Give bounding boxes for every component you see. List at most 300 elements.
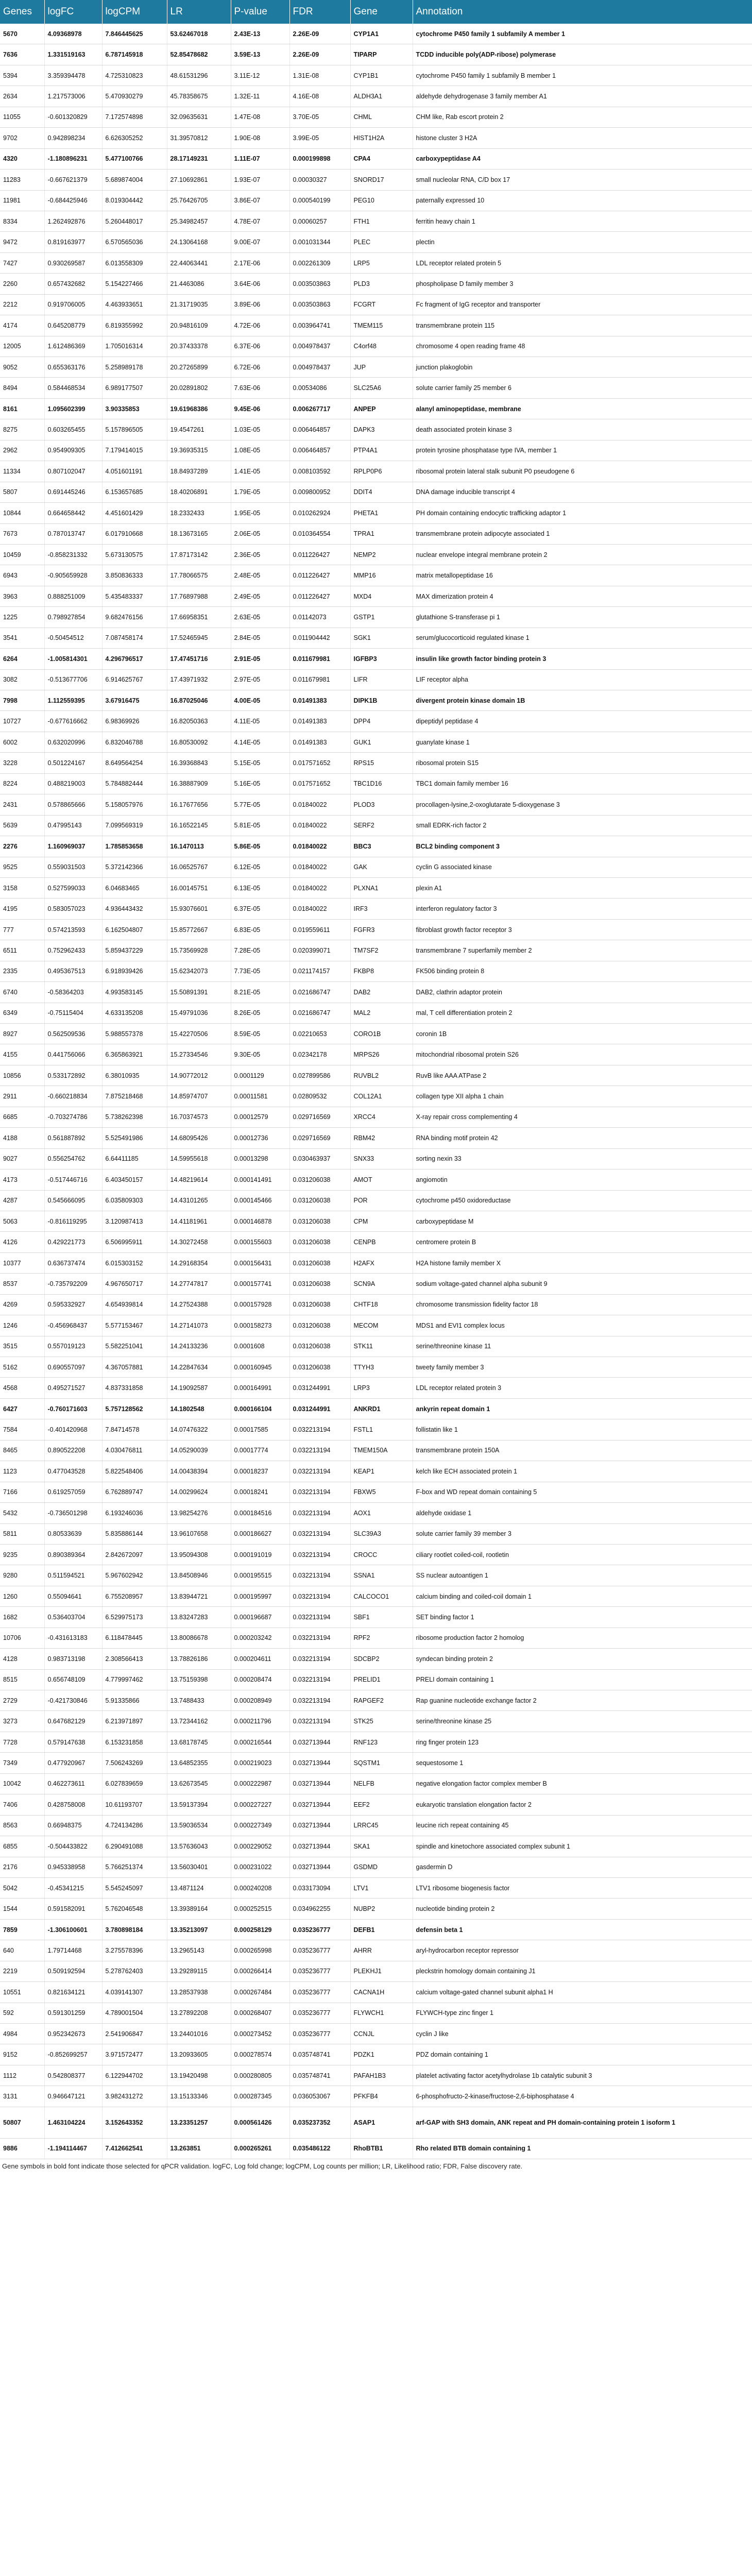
gene-symbol-cell: TMEM150A [350, 1440, 413, 1461]
gene-symbol-cell: FCGRT [350, 294, 413, 315]
gene-symbol-cell: CPM [350, 1211, 413, 1231]
gene-id-cell: 9235 [0, 1544, 44, 1565]
fdr-cell: 0.032213194 [289, 1440, 350, 1461]
gene-symbol-cell: GAK [350, 857, 413, 877]
table-row [0, 419, 752, 440]
fdr-cell: 0.031244991 [289, 1378, 350, 1398]
logcpm-cell: 6.98369926 [102, 711, 167, 732]
pvalue-cell: 3.59E-13 [231, 44, 289, 65]
lr-cell: 15.62342073 [167, 961, 231, 981]
logfc-cell: -0.684425946 [44, 190, 102, 211]
gene-symbol-cell: CYP1A1 [350, 24, 413, 44]
fdr-cell: 0.00534086 [289, 378, 350, 398]
gene-id-cell: 2911 [0, 1086, 44, 1107]
lr-cell: 14.48219614 [167, 1170, 231, 1190]
gene-id-cell: 6943 [0, 565, 44, 586]
logfc-cell: -0.905659928 [44, 565, 102, 586]
logcpm-cell: 6.017910668 [102, 523, 167, 544]
fdr-cell: 0.032713944 [289, 1732, 350, 1752]
table-row [0, 1461, 752, 1482]
logfc-cell: 0.509192594 [44, 1961, 102, 1981]
logfc-cell: 0.655363176 [44, 357, 102, 378]
fdr-cell: 0.003964741 [289, 315, 350, 336]
table-row [0, 1378, 752, 1398]
pvalue-cell: 0.000278574 [231, 2044, 289, 2065]
logcpm-cell: 5.577153467 [102, 1315, 167, 1336]
gene-id-cell: 777 [0, 919, 44, 940]
fdr-cell: 0.011679981 [289, 649, 350, 669]
annotation-cell: aryl-hydrocarbon receptor repressor [413, 1940, 752, 1961]
logcpm-cell: 6.989177507 [102, 378, 167, 398]
table-row [0, 44, 752, 65]
lr-cell: 16.00145751 [167, 877, 231, 898]
logfc-cell: 0.511594521 [44, 1565, 102, 1586]
gene-id-cell: 8563 [0, 1815, 44, 1836]
logcpm-cell: 6.153231858 [102, 1732, 167, 1752]
fdr-cell: 0.000540199 [289, 190, 350, 211]
lr-cell: 14.41181961 [167, 1211, 231, 1231]
gene-symbol-cell: SCN9A [350, 1274, 413, 1294]
annotation-cell: protein tyrosine phosphatase type IVA, member 1 [413, 440, 752, 461]
lr-cell: 52.85478682 [167, 44, 231, 65]
logfc-cell: 0.559031503 [44, 857, 102, 877]
annotation-cell: sequestosome 1 [413, 1753, 752, 1773]
logfc-cell: 0.477043528 [44, 1461, 102, 1482]
fdr-cell: 3.70E-05 [289, 107, 350, 127]
pvalue-cell: 5.16E-05 [231, 773, 289, 794]
fdr-cell: 0.034962255 [289, 1899, 350, 1919]
table-row [0, 961, 752, 981]
fdr-cell: 0.02809532 [289, 1086, 350, 1107]
logfc-cell: -0.601320829 [44, 107, 102, 127]
table-row [0, 252, 752, 273]
lr-cell: 15.49791036 [167, 1003, 231, 1023]
annotation-cell: ribosomal protein lateral stalk subunit P0 pseudogene 6 [413, 461, 752, 482]
logcpm-cell: 5.988557378 [102, 1024, 167, 1044]
table-row [0, 1398, 752, 1419]
annotation-cell: MAX dimerization protein 4 [413, 586, 752, 606]
fdr-cell: 0.031206038 [289, 1190, 350, 1211]
table-row [0, 1107, 752, 1127]
pvalue-cell: 0.000208474 [231, 1669, 289, 1690]
logcpm-cell: 1.705016314 [102, 336, 167, 357]
lr-cell: 19.36935315 [167, 440, 231, 461]
fdr-cell: 0.006464857 [289, 440, 350, 461]
lr-cell: 14.85974707 [167, 1086, 231, 1107]
logfc-cell: 0.501224167 [44, 753, 102, 773]
fdr-cell: 0.010364554 [289, 523, 350, 544]
gene-symbol-cell: RPF2 [350, 1628, 413, 1648]
table-row [0, 1211, 752, 1231]
gene-symbol-cell: TPRA1 [350, 523, 413, 544]
table-row [0, 190, 752, 211]
table-row [0, 1544, 752, 1565]
pvalue-cell: 1.93E-07 [231, 170, 289, 190]
table-row [0, 1440, 752, 1461]
logfc-cell: 0.656748109 [44, 1669, 102, 1690]
logfc-cell: -1.180896231 [44, 148, 102, 169]
logfc-cell: 1.612486369 [44, 336, 102, 357]
gene-id-cell: 2260 [0, 274, 44, 294]
fdr-cell: 0.032713944 [289, 1836, 350, 1857]
logcpm-cell: 5.784882444 [102, 773, 167, 794]
lr-cell: 16.39368843 [167, 753, 231, 773]
table-row [0, 857, 752, 877]
logcpm-cell: 6.506995911 [102, 1232, 167, 1252]
annotation-cell: negative elongation factor complex member B [413, 1773, 752, 1794]
pvalue-cell: 0.000157741 [231, 1274, 289, 1294]
logfc-cell: 0.55094641 [44, 1586, 102, 1606]
annotation-cell: procollagen-lysine,2-oxoglutarate 5-dioxygenase 3 [413, 794, 752, 815]
lr-cell: 18.13673165 [167, 523, 231, 544]
logcpm-cell: 7.84714578 [102, 1419, 167, 1440]
annotation-cell: eukaryotic translation elongation factor 2 [413, 1794, 752, 1815]
logcpm-cell: 5.258989178 [102, 357, 167, 378]
gene-symbol-cell: FGFR3 [350, 919, 413, 940]
annotation-cell: PDZ domain containing 1 [413, 2044, 752, 2065]
gene-id-cell: 8494 [0, 378, 44, 398]
pvalue-cell: 0.000211796 [231, 1711, 289, 1732]
pvalue-cell: 1.08E-05 [231, 440, 289, 461]
annotation-cell: collagen type XII alpha 1 chain [413, 1086, 752, 1107]
gene-id-cell: 4173 [0, 1170, 44, 1190]
gene-symbol-cell: JUP [350, 357, 413, 378]
table-row [0, 65, 752, 86]
pvalue-cell: 0.000196687 [231, 1607, 289, 1628]
pvalue-cell: 0.000265998 [231, 1940, 289, 1961]
gene-symbol-cell: SLC25A6 [350, 378, 413, 398]
fdr-cell: 0.001031344 [289, 232, 350, 252]
gene-symbol-cell: CHTF18 [350, 1294, 413, 1315]
gene-symbol-cell: CCNJL [350, 2024, 413, 2044]
fdr-cell: 0.004978437 [289, 336, 350, 357]
gene-symbol-cell: NELFB [350, 1773, 413, 1794]
logfc-cell: 0.954909305 [44, 440, 102, 461]
table-row [0, 2065, 752, 2086]
gene-symbol-cell: SDCBP2 [350, 1649, 413, 1669]
lr-cell: 13.263851 [167, 2138, 231, 2159]
lr-cell: 13.59137394 [167, 1794, 231, 1815]
logfc-cell: 0.583057023 [44, 899, 102, 919]
gene-id-cell: 11055 [0, 107, 44, 127]
fdr-cell: 0.031206038 [289, 1294, 350, 1315]
gene-symbol-cell: ALDH3A1 [350, 86, 413, 107]
gene-symbol-cell: IRF3 [350, 899, 413, 919]
gene-id-cell: 3515 [0, 1336, 44, 1357]
pvalue-cell: 5.86E-05 [231, 836, 289, 857]
annotation-cell: centromere protein B [413, 1232, 752, 1252]
fdr-cell: 0.031206038 [289, 1274, 350, 1294]
table-row [0, 461, 752, 482]
annotation-cell: LDL receptor related protein 3 [413, 1378, 752, 1398]
logfc-cell: 0.441756066 [44, 1044, 102, 1065]
fdr-cell: 2.26E-09 [289, 44, 350, 65]
logfc-cell: 0.477920967 [44, 1753, 102, 1773]
gene-id-cell: 2276 [0, 836, 44, 857]
logcpm-cell: 7.412662541 [102, 2138, 167, 2159]
fdr-cell: 0.021174157 [289, 961, 350, 981]
fdr-cell: 0.027899586 [289, 1065, 350, 1086]
annotation-cell: solute carrier family 39 member 3 [413, 1523, 752, 1544]
logfc-cell: 0.945338958 [44, 1857, 102, 1877]
pvalue-cell: 5.77E-05 [231, 794, 289, 815]
fdr-cell: 0.030463937 [289, 1148, 350, 1169]
annotation-cell: ankyrin repeat domain 1 [413, 1398, 752, 1419]
table-row [0, 1315, 752, 1336]
lr-cell: 13.83944721 [167, 1586, 231, 1606]
gene-symbol-cell: NUBP2 [350, 1899, 413, 1919]
fdr-cell: 0.01142073 [289, 607, 350, 628]
logcpm-cell: 5.435483337 [102, 586, 167, 606]
logcpm-cell: 3.850836333 [102, 565, 167, 586]
table-row [0, 628, 752, 648]
gene-symbol-cell: CORO1B [350, 1024, 413, 1044]
logfc-cell: 0.488219003 [44, 773, 102, 794]
pvalue-cell: 4.72E-06 [231, 315, 289, 336]
pvalue-cell: 2.84E-05 [231, 628, 289, 648]
annotation-cell: Fc fragment of IgG receptor and transporter [413, 294, 752, 315]
table-row [0, 1565, 752, 1586]
logfc-cell: 0.632020996 [44, 732, 102, 752]
gene-id-cell: 10459 [0, 544, 44, 565]
header-lr: LR [167, 0, 231, 24]
annotation-cell: plectin [413, 232, 752, 252]
table-row [0, 877, 752, 898]
logfc-cell: 0.888251009 [44, 586, 102, 606]
annotation-cell: calcium voltage-gated channel subunit alpha1 H [413, 1982, 752, 2003]
fdr-cell: 0.01840022 [289, 899, 350, 919]
lr-cell: 13.15133346 [167, 2086, 231, 2107]
logcpm-cell: 5.545245097 [102, 1877, 167, 1898]
table-row [0, 1961, 752, 1981]
table-row [0, 357, 752, 378]
gene-id-cell: 8275 [0, 419, 44, 440]
table-row [0, 919, 752, 940]
annotation-cell: SET binding factor 1 [413, 1607, 752, 1628]
gene-id-cell: 7349 [0, 1753, 44, 1773]
logcpm-cell: 6.015303152 [102, 1252, 167, 1273]
logfc-cell: 0.536403704 [44, 1607, 102, 1628]
pvalue-cell: 9.00E-07 [231, 232, 289, 252]
gene-symbol-cell: DIPK1B [350, 690, 413, 711]
logfc-cell: 1.463104224 [44, 2107, 102, 2138]
gene-id-cell: 11981 [0, 190, 44, 211]
lr-cell: 13.78826186 [167, 1649, 231, 1669]
annotation-cell: sorting nexin 33 [413, 1148, 752, 1169]
pvalue-cell: 5.81E-05 [231, 815, 289, 836]
table-row [0, 1336, 752, 1357]
gene-id-cell: 3158 [0, 877, 44, 898]
table-row [0, 1232, 752, 1252]
pvalue-cell: 0.0001608 [231, 1336, 289, 1357]
logcpm-cell: 5.158057976 [102, 794, 167, 815]
table-row [0, 1753, 752, 1773]
pvalue-cell: 6.12E-05 [231, 857, 289, 877]
lr-cell: 24.13064168 [167, 232, 231, 252]
fdr-cell: 0.031206038 [289, 1315, 350, 1336]
logcpm-cell: 2.308566413 [102, 1649, 167, 1669]
fdr-cell: 0.029716569 [289, 1107, 350, 1127]
table-row [0, 1419, 752, 1440]
fdr-cell: 0.035236777 [289, 1919, 350, 1940]
table-row [0, 1503, 752, 1523]
logcpm-cell: 7.875218468 [102, 1086, 167, 1107]
pvalue-cell: 0.000204611 [231, 1649, 289, 1669]
fdr-cell: 3.99E-05 [289, 128, 350, 148]
logfc-cell: -0.667621379 [44, 170, 102, 190]
annotation-cell: ribosomal protein S15 [413, 753, 752, 773]
table-row [0, 1044, 752, 1065]
fdr-cell: 0.021686747 [289, 1003, 350, 1023]
pvalue-cell: 0.00011581 [231, 1086, 289, 1107]
table-row [0, 1586, 752, 1606]
table-row [0, 1274, 752, 1294]
gene-symbol-cell: CYP1B1 [350, 65, 413, 86]
annotation-cell: histone cluster 3 H2A [413, 128, 752, 148]
header-logfc: logFC [44, 0, 102, 24]
lr-cell: 17.76897988 [167, 586, 231, 606]
annotation-cell: spindle and kinetochore associated complex subunit 1 [413, 1836, 752, 1857]
annotation-cell: TBC1 domain family member 16 [413, 773, 752, 794]
table-row [0, 107, 752, 127]
logfc-cell: -0.401420968 [44, 1419, 102, 1440]
logcpm-cell: 5.689874004 [102, 170, 167, 190]
annotation-cell: FLYWCH-type zinc finger 1 [413, 2003, 752, 2023]
fdr-cell: 0.01491383 [289, 690, 350, 711]
pvalue-cell: 0.000252515 [231, 1899, 289, 1919]
pvalue-cell: 0.000287345 [231, 2086, 289, 2107]
annotation-cell: mal, T cell differentiation protein 2 [413, 1003, 752, 1023]
lr-cell: 21.4463086 [167, 274, 231, 294]
gene-id-cell: 2212 [0, 294, 44, 315]
lr-cell: 14.05290039 [167, 1440, 231, 1461]
lr-cell: 13.28537938 [167, 1982, 231, 2003]
fdr-cell: 0.032213194 [289, 1482, 350, 1502]
logcpm-cell: 4.654939814 [102, 1294, 167, 1315]
gene-id-cell: 4128 [0, 1649, 44, 1669]
gene-id-cell: 11334 [0, 461, 44, 482]
annotation-cell: divergent protein kinase domain 1B [413, 690, 752, 711]
table-row [0, 211, 752, 231]
fdr-cell: 0.032213194 [289, 1419, 350, 1440]
gene-id-cell: 8515 [0, 1669, 44, 1690]
logfc-cell: 0.556254762 [44, 1148, 102, 1169]
logfc-cell: 0.557019123 [44, 1336, 102, 1357]
fdr-cell: 0.032213194 [289, 1503, 350, 1523]
table-row [0, 836, 752, 857]
table-body [0, 24, 752, 2159]
logfc-cell: -0.760171603 [44, 1398, 102, 1419]
fdr-cell: 0.003503863 [289, 274, 350, 294]
annotation-cell: chromosome 4 open reading frame 48 [413, 336, 752, 357]
logfc-cell: -0.736501298 [44, 1503, 102, 1523]
lr-cell: 16.38887909 [167, 773, 231, 794]
gene-symbol-cell: LTV1 [350, 1877, 413, 1898]
header-logcpm: logCPM [102, 0, 167, 24]
gene-id-cell: 1260 [0, 1586, 44, 1606]
annotation-cell: X-ray repair cross complementing 4 [413, 1107, 752, 1127]
gene-id-cell: 2634 [0, 86, 44, 107]
pvalue-cell: 0.000166104 [231, 1398, 289, 1419]
logfc-cell: 0.462273611 [44, 1773, 102, 1794]
annotation-cell: transmembrane protein adipocyte associated 1 [413, 523, 752, 544]
table-row [0, 2086, 752, 2107]
logcpm-cell: 5.738262398 [102, 1107, 167, 1127]
fdr-cell: 0.017571652 [289, 773, 350, 794]
fdr-cell: 0.031206038 [289, 1211, 350, 1231]
logfc-cell: 0.603265455 [44, 419, 102, 440]
lr-cell: 13.64852355 [167, 1753, 231, 1773]
fdr-cell: 0.032713944 [289, 1773, 350, 1794]
logfc-cell: 1.331519163 [44, 44, 102, 65]
gene-symbol-cell: PAFAH1B3 [350, 2065, 413, 2086]
logcpm-cell: 6.035809303 [102, 1190, 167, 1211]
table-row [0, 170, 752, 190]
pvalue-cell: 0.00012736 [231, 1128, 289, 1148]
gene-id-cell: 12005 [0, 336, 44, 357]
pvalue-cell: 0.000265261 [231, 2138, 289, 2159]
lr-cell: 14.00299624 [167, 1482, 231, 1502]
gene-symbol-cell: CACNA1H [350, 1982, 413, 2003]
logcpm-cell: 6.365863921 [102, 1044, 167, 1065]
logfc-cell: 0.591582091 [44, 1899, 102, 1919]
gene-symbol-cell: RPLP0P6 [350, 461, 413, 482]
gene-symbol-cell: FKBP8 [350, 961, 413, 981]
lr-cell: 14.00438394 [167, 1461, 231, 1482]
lr-cell: 13.95094308 [167, 1544, 231, 1565]
gene-symbol-cell: SNORD17 [350, 170, 413, 190]
annotation-cell: phospholipase D family member 3 [413, 274, 752, 294]
fdr-cell: 0.008103592 [289, 461, 350, 482]
fdr-cell: 0.031244991 [289, 1398, 350, 1419]
annotation-cell: cytochrome P450 family 1 subfamily B member 1 [413, 65, 752, 86]
gene-symbol-cell: CENPB [350, 1232, 413, 1252]
logfc-cell: -0.504433822 [44, 1836, 102, 1857]
pvalue-cell: 2.06E-05 [231, 523, 289, 544]
logcpm-cell: 6.290491088 [102, 1836, 167, 1857]
pvalue-cell: 3.64E-06 [231, 274, 289, 294]
logfc-cell: -0.58364203 [44, 982, 102, 1003]
fdr-cell: 0.032213194 [289, 1586, 350, 1606]
gene-id-cell: 6740 [0, 982, 44, 1003]
gene-symbol-cell: SERF2 [350, 815, 413, 836]
logcpm-cell: 5.372142366 [102, 857, 167, 877]
gene-id-cell: 10856 [0, 1065, 44, 1086]
pvalue-cell: 0.000266414 [231, 1961, 289, 1981]
logfc-cell: -0.852699257 [44, 2044, 102, 2065]
lr-cell: 20.27265899 [167, 357, 231, 378]
logcpm-cell: 4.296796517 [102, 649, 167, 669]
logcpm-cell: 3.67916475 [102, 690, 167, 711]
fdr-cell: 0.035486122 [289, 2138, 350, 2159]
pvalue-cell: 1.11E-07 [231, 148, 289, 169]
lr-cell: 18.84937289 [167, 461, 231, 482]
lr-cell: 14.43101265 [167, 1190, 231, 1211]
gene-symbol-cell: C4orf48 [350, 336, 413, 357]
gene-id-cell: 3273 [0, 1711, 44, 1732]
logfc-cell: 0.579147638 [44, 1732, 102, 1752]
lr-cell: 14.30272458 [167, 1232, 231, 1252]
pvalue-cell: 2.48E-05 [231, 565, 289, 586]
annotation-cell: LTV1 ribosome biogenesis factor [413, 1877, 752, 1898]
pvalue-cell: 0.000195515 [231, 1565, 289, 1586]
gene-id-cell: 5063 [0, 1211, 44, 1231]
pvalue-cell: 6.72E-06 [231, 357, 289, 378]
logcpm-cell: 3.780898184 [102, 1919, 167, 1940]
lr-cell: 13.98254276 [167, 1503, 231, 1523]
lr-cell: 31.39570812 [167, 128, 231, 148]
gene-symbol-cell: PLD3 [350, 274, 413, 294]
